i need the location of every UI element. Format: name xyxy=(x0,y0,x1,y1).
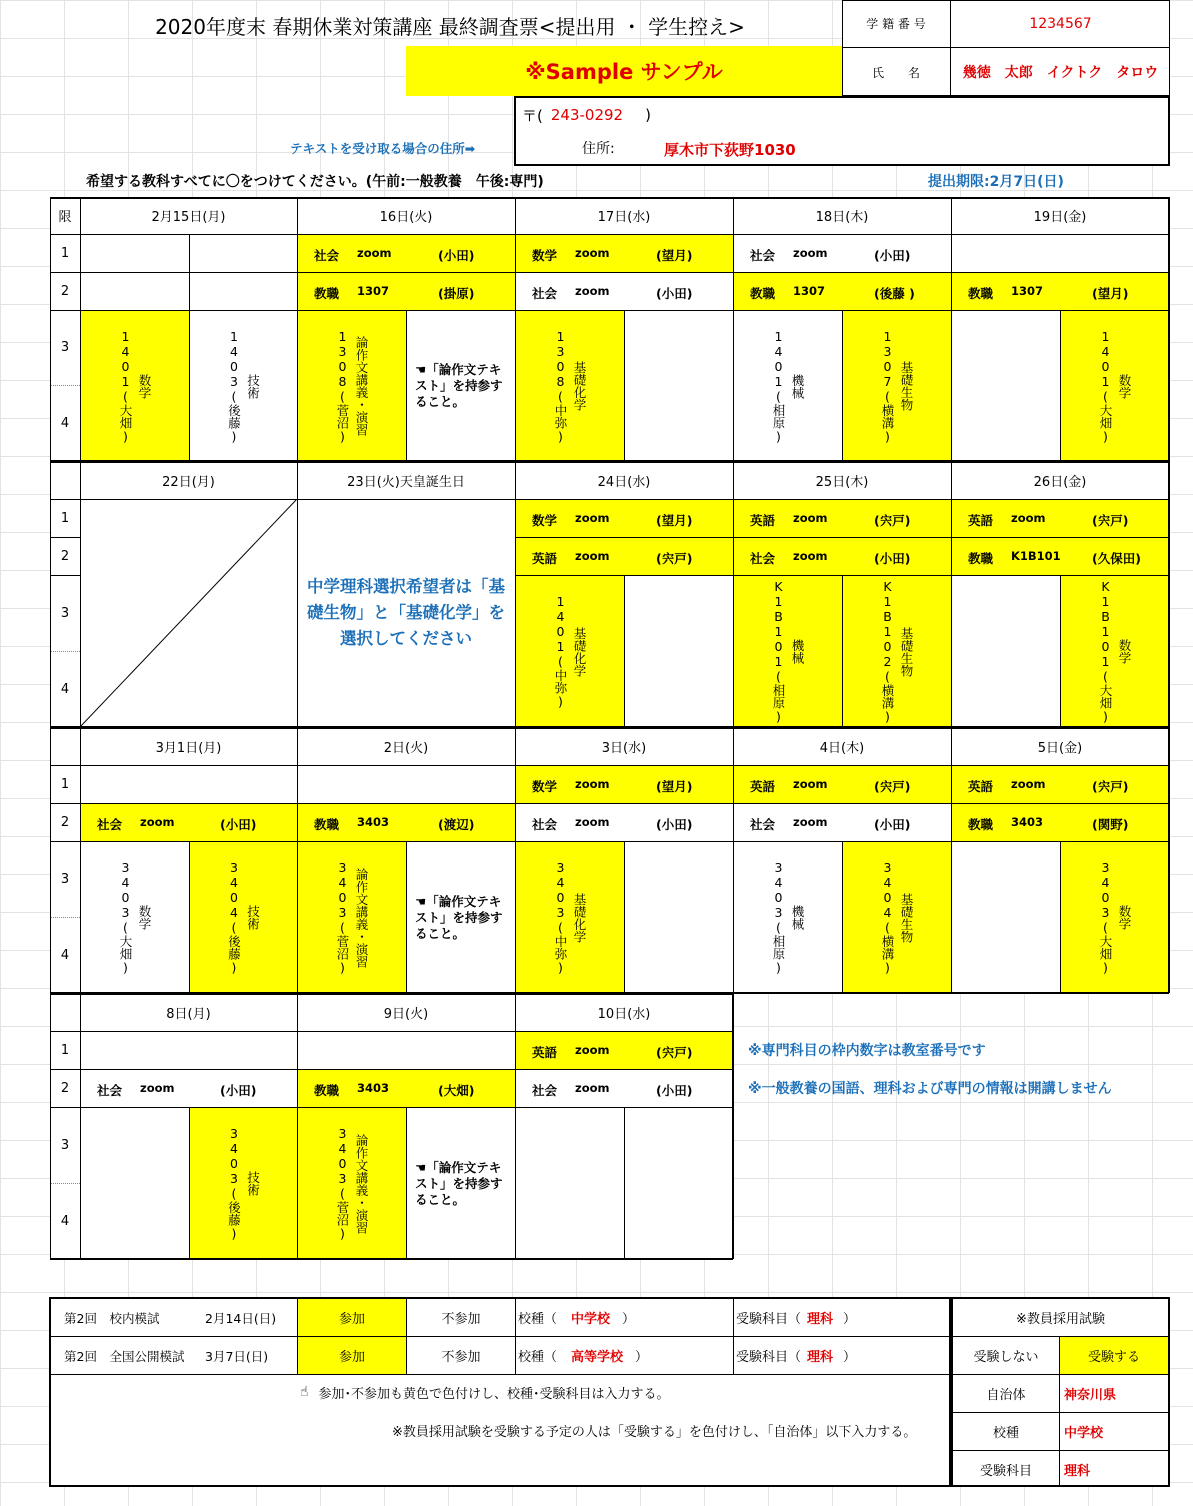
cell-week4-p2-d3[interactable] xyxy=(516,1070,733,1107)
period-header: 限 xyxy=(58,210,72,225)
cell-week3-p2-d4-part2: (小田) xyxy=(874,817,911,832)
teacher-exam-pref-value[interactable]: 神奈川県 xyxy=(1064,1388,1117,1403)
cell-week3-p2-d4-part0: 社会 xyxy=(750,817,776,832)
period-label-2: 2 xyxy=(60,1080,70,1096)
cell-week1-p2-d2-part0: 教職 xyxy=(314,286,340,301)
cell-week4-p1-d3[interactable] xyxy=(516,1032,733,1069)
teacher-exam-school-value[interactable]: 中学校 xyxy=(1064,1426,1104,1441)
cell-week3-p1-d5-part0: 英語 xyxy=(968,779,994,794)
cell-week1-pm-d5b-room: 1401(大畑) xyxy=(1098,328,1113,444)
cell-week1-p2-d5-part0: 教職 xyxy=(968,286,994,301)
mock2-subject-value[interactable]: 理科 xyxy=(807,1350,834,1365)
day-header-week2-1: 22日(月) xyxy=(162,474,215,490)
cell-week2-p1-d3[interactable] xyxy=(516,500,733,537)
day-header-week1-1: 2月15日(月) xyxy=(151,210,226,225)
day-header-week2-3: 24日(水) xyxy=(597,474,651,490)
teacher-exam-school-label: 校種 xyxy=(992,1426,1019,1441)
cell-week4-pm-d1b-subject: 技術 xyxy=(245,1171,261,1196)
cell-week1-pm-d4b-subject: 基礎生物 xyxy=(899,361,914,411)
cell-week3-pm-d2a[interactable] xyxy=(298,842,406,993)
day-header-week4-3: 10日(水) xyxy=(597,1006,651,1022)
cell-week2-pm-d4a-subject: 機械 xyxy=(790,639,805,664)
science-note: 中学理科選択希望者は「基礎生物」と「基礎化学」を選択してください xyxy=(307,577,505,648)
cell-week1-pm-d4a-subject: 機械 xyxy=(790,373,805,399)
deadline-text: 提出期限:2月7日(日) xyxy=(928,174,1064,190)
mock2-subject-close: ） xyxy=(843,1350,857,1365)
day-header-week1-3: 17日(水) xyxy=(597,210,651,225)
period-label-3: 3 xyxy=(60,871,70,887)
cell-week1-p2-d3-part1: zoom xyxy=(575,284,610,298)
day-header-week1-2: 16日(火) xyxy=(379,210,433,225)
cell-week2-pm-d4a-room: K1B101(相原) xyxy=(771,579,786,724)
day-header-week3-3: 3日(水) xyxy=(601,740,647,756)
cell-week3-pm-d4b-room: 3404(横溝) xyxy=(880,860,895,975)
cell-week4-p2-d1-part0: 社会 xyxy=(97,1083,123,1098)
cell-week3-pm-d1a-subject: 数学 xyxy=(137,905,152,930)
cell-week2-p1-d5-part0: 英語 xyxy=(968,513,994,528)
day-header-week4-2: 9日(火) xyxy=(383,1006,429,1022)
cell-week1-p2-d3-part0: 社会 xyxy=(532,286,558,301)
cell-week3-pm-d2b[interactable] xyxy=(407,842,515,993)
cell-week3-pm-d4a-room: 3403(相原) xyxy=(771,860,786,975)
cell-week3-p2-d2-part0: 教職 xyxy=(314,817,340,832)
cell-week4-p1-d3-part0: 英語 xyxy=(532,1045,558,1060)
cell-week2-p1-d5-part2: (宍戸) xyxy=(1092,513,1129,528)
postal-row xyxy=(522,103,822,127)
mock1-school xyxy=(518,1299,732,1336)
mock2-subject-label: 受験科目（ xyxy=(736,1350,802,1365)
mock1-subject-close: ） xyxy=(843,1312,857,1327)
mock1-nojoin[interactable]: 不参加 xyxy=(441,1312,481,1327)
cell-week2-p2-d4-part1: zoom xyxy=(793,549,828,563)
cell-week3-pm-d1b-subject: 技術 xyxy=(245,905,261,930)
cell-week1-p1-d2-part1: zoom xyxy=(357,246,392,260)
cell-week3-p2-d5-part0: 教職 xyxy=(968,817,994,832)
cell-week2-p2-d4-part0: 社会 xyxy=(750,551,776,566)
cell-week1-pm-d2a-subject: 論作文講義・演習 xyxy=(354,336,369,436)
cell-week1-p1-d2-part2: (小田) xyxy=(438,248,475,263)
cell-week3-pm-d2b-text: ☚「論作文テキスト」を持参すること。 xyxy=(415,893,503,941)
cell-week4-p2-d3-part0: 社会 xyxy=(532,1083,558,1098)
cell-week3-p2-d4[interactable] xyxy=(734,804,951,841)
cell-week2-p1-d3-part2: (望月) xyxy=(656,513,693,528)
mock1-subject xyxy=(736,1299,950,1336)
period-label-4: 4 xyxy=(60,947,70,963)
cell-week3-p2-d3[interactable] xyxy=(516,804,733,841)
mock1-date: 2月14日(日) xyxy=(205,1310,277,1326)
cell-week3-p2-d5-part1: 3403 xyxy=(1011,815,1044,829)
holiday-diagonal xyxy=(80,499,297,727)
student-name-label: 氏 名 xyxy=(871,65,920,80)
cell-week1-pm-d4b[interactable] xyxy=(843,311,951,461)
mock1-subject-label: 受験科目（ xyxy=(736,1312,802,1327)
cell-week2-p2-d5-part2: (久保田) xyxy=(1092,551,1141,566)
mock1-school-close: ） xyxy=(622,1312,636,1327)
cell-week1-pm-d1b-subject: 技術 xyxy=(245,373,261,399)
day-header-week3-4: 4日(木) xyxy=(819,740,865,756)
cell-week1-pm-d3a-room: 1308(中弥) xyxy=(553,328,568,444)
cell-week3-p1-d4-part0: 英語 xyxy=(750,779,776,794)
cell-week3-pm-d4a[interactable] xyxy=(734,842,842,993)
page-title: 2020年度末 春期休業対策講座 最終調査票<提出用 ・ 学生控え> xyxy=(155,14,745,39)
cell-week2-p2-d3-part0: 英語 xyxy=(532,551,558,566)
cell-week3-pm-d2a-subject: 論作文講義・演習 xyxy=(354,867,369,968)
cell-week4-p2-d2-part1: 3403 xyxy=(357,1081,390,1095)
cell-week3-pm-d4b-subject: 基礎生物 xyxy=(899,892,914,943)
cell-week4-p2-d1[interactable] xyxy=(81,1070,297,1107)
cell-week2-pm-d4a[interactable] xyxy=(734,576,842,727)
cell-week2-p2-d4-part2: (小田) xyxy=(874,551,911,566)
teacher-exam-pref-label: 自治体 xyxy=(986,1388,1026,1403)
day-header-week3-5: 5日(金) xyxy=(1037,740,1083,756)
mock2-join[interactable]: 参加 xyxy=(338,1350,365,1365)
day-header-week1-4: 18日(木) xyxy=(815,210,869,225)
mock2-name: 第2回 全国公開模試 xyxy=(64,1348,185,1364)
cell-week1-pm-d2b[interactable] xyxy=(407,311,515,461)
cell-week3-pm-d2a-room: 3403(菅沼) xyxy=(335,860,350,975)
address-value[interactable]: 厚木市下荻野1030 xyxy=(664,140,796,159)
mock1-join[interactable]: 参加 xyxy=(338,1312,365,1327)
cell-week1-pm-d4a-room: 1401(相原) xyxy=(771,328,786,444)
cell-week3-pm-d3a-room: 3403(中弥) xyxy=(553,860,568,975)
cell-week2-p2-d3-part1: zoom xyxy=(575,549,610,563)
cell-week1-p1-d4-part1: zoom xyxy=(793,246,828,260)
teacher-exam-subject-label: 受験科目 xyxy=(979,1463,1032,1479)
cell-week1-p2-d5-part2: (望月) xyxy=(1092,286,1129,301)
period-label-4: 4 xyxy=(60,681,70,697)
cell-week2-p1-d5-part1: zoom xyxy=(1011,511,1046,525)
cell-week3-p1-d3-part1: zoom xyxy=(575,777,610,791)
cell-week4-pm-d1b-room: 3403(後藤) xyxy=(226,1126,242,1241)
cell-week3-pm-d1b-room: 3404(後藤) xyxy=(226,860,242,975)
cell-week2-p1-d4-part2: (宍戸) xyxy=(874,513,911,528)
mock2-school xyxy=(518,1337,732,1374)
cell-week1-p1-d3[interactable] xyxy=(516,235,733,272)
mock-note-2: ※教員採用試験を受験する予定の人は「受験する」を色付けし、「自治体」以下入力する。 xyxy=(392,1424,917,1440)
period-label-2: 2 xyxy=(60,814,70,830)
cell-week1-p2-d5-part1: 1307 xyxy=(1011,284,1044,298)
period-label-3: 3 xyxy=(60,605,70,621)
cell-week1-p1-d3-part1: zoom xyxy=(575,246,610,260)
cell-week2-pm-d5b-room: K1B101(大畑) xyxy=(1098,579,1113,724)
cell-week2-p2-d5-part1: K1B101 xyxy=(1011,549,1061,563)
teacher-exam-no[interactable]: 受験しない xyxy=(973,1350,1039,1365)
cell-week2-pm-d3a-subject: 基礎化学 xyxy=(572,626,587,677)
cell-week3-p2-d4-part1: zoom xyxy=(793,815,828,829)
cell-week1-p1-d4-part0: 社会 xyxy=(750,248,776,263)
cell-week4-pm-d1b[interactable] xyxy=(190,1108,297,1259)
postal-code[interactable]: 243-0292 xyxy=(550,106,624,124)
cell-week1-pm-d1b[interactable] xyxy=(190,311,297,461)
mock2-nojoin[interactable]: 不参加 xyxy=(441,1350,481,1365)
address-label: 住所: xyxy=(582,141,615,157)
day-header-week2-5: 26日(金) xyxy=(1033,474,1087,490)
period-label-2: 2 xyxy=(60,283,70,299)
cell-week2-p2-d5[interactable] xyxy=(952,538,1169,575)
cell-week1-p2-d3-part2: (小田) xyxy=(656,286,693,301)
cell-week3-p2-d1-part0: 社会 xyxy=(97,817,123,832)
note-not-offered: ※一般教養の国語、理科および専門の情報は開講しません xyxy=(748,1081,1112,1097)
cell-week3-pm-d3a-subject: 基礎化学 xyxy=(572,892,587,943)
cell-week3-pm-d4a-subject: 機械 xyxy=(790,905,805,930)
period-label-1: 1 xyxy=(60,245,70,261)
cell-week3-pm-d5b-room: 3403(大畑) xyxy=(1098,860,1113,975)
cell-week4-p2-d2-part0: 教職 xyxy=(314,1083,340,1098)
cell-week1-p1-d2[interactable] xyxy=(298,235,515,272)
student-id-value[interactable]: 1234567 xyxy=(1029,15,1092,32)
day-header-week3-1: 3月1日(月) xyxy=(155,740,222,756)
cell-week4-pm-d2a[interactable] xyxy=(298,1108,406,1259)
cell-week1-pm-d2a-room: 1308(菅沼) xyxy=(335,328,350,444)
cell-week3-p1-d5-part2: (宍戸) xyxy=(1092,779,1129,794)
cell-week3-p2-d3-part1: zoom xyxy=(575,815,610,829)
cell-week1-p2-d2-part1: 1307 xyxy=(357,284,390,298)
cell-week1-p2-d2-part2: (掛原) xyxy=(438,286,475,301)
mock-note-1 xyxy=(300,1380,900,1404)
cell-week2-pm-d4b-subject: 基礎生物 xyxy=(899,626,914,677)
cell-week1-pm-d3a[interactable] xyxy=(516,311,624,461)
cell-week2-p2-d3[interactable] xyxy=(516,538,733,575)
cell-week2-p1-d3-part1: zoom xyxy=(575,511,610,525)
cell-week3-p1-d3[interactable] xyxy=(516,766,733,803)
cell-week3-p2-d1-part2: (小田) xyxy=(220,817,257,832)
cell-week4-p2-d3-part2: (小田) xyxy=(656,1083,693,1098)
cell-week3-p2-d1[interactable] xyxy=(81,804,297,841)
cell-week1-p2-d2[interactable] xyxy=(298,273,515,310)
mock2-school-label: 校種（ xyxy=(518,1350,558,1365)
cell-week2-p1-d4[interactable] xyxy=(734,500,951,537)
mock1-name: 第2回 校内模試 xyxy=(64,1310,160,1326)
cell-week2-pm-d3a-room: 1401(中弥) xyxy=(553,594,568,709)
cell-week1-p1-d3-part0: 数学 xyxy=(532,248,558,263)
cell-week3-p2-d3-part0: 社会 xyxy=(532,817,558,832)
day-header-week2-4: 25日(木) xyxy=(815,474,869,490)
cell-week1-p1-d2-part0: 社会 xyxy=(314,248,340,263)
mock2-school-value[interactable]: 高等学校 xyxy=(571,1350,624,1365)
cell-week4-p2-d2[interactable] xyxy=(298,1070,515,1107)
cell-week1-p2-d4-part1: 1307 xyxy=(793,284,826,298)
mock2-date: 3月7日(日) xyxy=(205,1348,269,1364)
cell-week1-pm-d1a-subject: 数学 xyxy=(137,373,152,399)
day-header-week3-2: 2日(火) xyxy=(383,740,429,756)
cell-week1-p2-d4[interactable] xyxy=(734,273,951,310)
sample-banner: ※Sample サンプル xyxy=(406,46,842,96)
cell-week1-pm-d5b-subject: 数学 xyxy=(1117,373,1132,399)
cell-week3-pm-d5b-subject: 数学 xyxy=(1117,905,1132,930)
instruction-text: 希望する教科すべてに〇をつけてください。(午前:一般教養 午後:専門) xyxy=(86,174,544,190)
cell-week3-p2-d2-part2: (渡辺) xyxy=(438,817,475,832)
cell-week2-pm-d5b[interactable] xyxy=(1061,576,1169,727)
cell-week3-p2-d3-part2: (小田) xyxy=(656,817,693,832)
cell-week2-pm-d4b-room: K1B102(横溝) xyxy=(880,579,895,724)
period-label-4: 4 xyxy=(60,415,70,431)
cell-week1-pm-d1a[interactable] xyxy=(81,311,189,461)
cell-week1-p1-d4-part2: (小田) xyxy=(874,248,911,263)
cell-week3-p2-d2-part1: 3403 xyxy=(357,815,390,829)
mock1-school-value[interactable]: 中学校 xyxy=(571,1312,611,1327)
mock2-school-close: ） xyxy=(635,1350,649,1365)
cell-week2-pm-d4b[interactable] xyxy=(843,576,951,727)
mock-note-1-text: 参加･不参加も黄色で色付けし、校種･受験科目は入力する。 xyxy=(318,1386,670,1402)
cell-week2-p1-d5[interactable] xyxy=(952,500,1169,537)
cell-week2-p2-d4[interactable] xyxy=(734,538,951,575)
day-header-week1-5: 19日(金) xyxy=(1033,210,1087,225)
cell-week4-p2-d1-part1: zoom xyxy=(140,1081,175,1095)
cell-week1-pm-d1a-room: 1401(大畑) xyxy=(118,328,133,444)
address-hint: テキストを受け取る場合の住所➡ xyxy=(290,141,476,156)
cell-week4-pm-d2a-room: 3403(菅沼) xyxy=(335,1126,350,1241)
cell-week3-pm-d1b[interactable] xyxy=(190,842,297,993)
cell-week2-pm-d3a[interactable] xyxy=(516,576,624,727)
note-room-numbers: ※専門科目の枠内数字は教室番号です xyxy=(748,1043,986,1059)
cell-week1-p2-d5[interactable] xyxy=(952,273,1169,310)
cell-week3-pm-d1a-room: 3403(大畑) xyxy=(118,860,133,975)
teacher-exam-subject-value[interactable]: 理科 xyxy=(1064,1463,1091,1479)
mock2-subject xyxy=(736,1337,950,1374)
cell-week3-p2-d5[interactable] xyxy=(952,804,1169,841)
cell-week3-p2-d5-part2: (関野) xyxy=(1092,817,1129,832)
cell-week2-p2-d3-part2: (宍戸) xyxy=(656,551,693,566)
cell-week2-p2-d5-part0: 教職 xyxy=(968,551,994,566)
cell-week3-p1-d4-part2: (宍戸) xyxy=(874,779,911,794)
cell-week3-p1-d5[interactable] xyxy=(952,766,1169,803)
cell-week2-p1-d3-part0: 数学 xyxy=(532,513,558,528)
cell-week3-pm-d1a[interactable] xyxy=(81,842,189,993)
cell-week3-pm-d5b[interactable] xyxy=(1061,842,1169,993)
cell-week1-p2-d4-part0: 教職 xyxy=(750,286,776,301)
student-name-value[interactable]: 幾徳 太郎 イクトク タロウ xyxy=(962,65,1159,81)
pointer-icon: ☝ xyxy=(300,1384,309,1400)
cell-week3-p1-d3-part0: 数学 xyxy=(532,779,558,794)
cell-week3-p1-d3-part2: (望月) xyxy=(656,779,693,794)
cell-week3-p2-d2[interactable] xyxy=(298,804,515,841)
period-label-3: 3 xyxy=(60,1137,70,1153)
period-label-1: 1 xyxy=(60,1042,70,1058)
cell-week4-pm-d2b[interactable] xyxy=(407,1108,515,1259)
student-id-label: 学 籍 番 号 xyxy=(866,17,926,31)
cell-week4-pm-d2b-text: ☚「論作文テキスト」を持参すること。 xyxy=(415,1159,503,1207)
cell-week4-p1-d3-part1: zoom xyxy=(575,1043,610,1057)
mock1-subject-value[interactable]: 理科 xyxy=(807,1312,834,1327)
postal-prefix: 〒( xyxy=(522,106,543,125)
teacher-exam-title: ※教員採用試験 xyxy=(1016,1312,1105,1327)
period-label-3: 3 xyxy=(60,340,70,355)
cell-week4-p1-d3-part2: (宍戸) xyxy=(656,1045,693,1060)
day-header-week2-2: 23日(火)天皇誕生日 xyxy=(347,474,465,490)
cell-week4-p2-d1-part2: (小田) xyxy=(220,1083,257,1098)
postal-suffix: ) xyxy=(645,106,651,124)
period-label-4: 4 xyxy=(60,1213,70,1229)
cell-week1-pm-d5b[interactable] xyxy=(1061,311,1169,461)
cell-week3-p1-d4-part1: zoom xyxy=(793,777,828,791)
cell-week4-pm-d2a-subject: 論作文講義・演習 xyxy=(354,1133,369,1234)
cell-week4-p2-d3-part1: zoom xyxy=(575,1081,610,1095)
cell-week3-p2-d1-part1: zoom xyxy=(140,815,175,829)
cell-week1-p1-d4[interactable] xyxy=(734,235,951,272)
cell-week1-p2-d3[interactable] xyxy=(516,273,733,310)
cell-week3-pm-d3a[interactable] xyxy=(516,842,624,993)
period-label-2: 2 xyxy=(60,548,70,564)
cell-week1-pm-d4a[interactable] xyxy=(734,311,842,461)
day-header-week4-1: 8日(月) xyxy=(166,1006,211,1022)
cell-week2-p1-d4-part1: zoom xyxy=(793,511,828,525)
cell-week4-p2-d2-part2: (大畑) xyxy=(438,1083,475,1098)
cell-week3-p1-d4[interactable] xyxy=(734,766,951,803)
cell-week2-pm-d5b-subject: 数学 xyxy=(1117,639,1132,664)
cell-week3-pm-d4b[interactable] xyxy=(843,842,951,993)
period-label-1: 1 xyxy=(60,510,70,526)
period-label-1: 1 xyxy=(60,776,70,792)
mock1-school-label: 校種（ xyxy=(518,1312,558,1327)
cell-week2-p1-d4-part0: 英語 xyxy=(750,513,776,528)
teacher-exam-yes[interactable]: 受験する xyxy=(1087,1350,1140,1365)
cell-week1-pm-d1b-room: 1403(後藤) xyxy=(226,328,242,444)
cell-week3-p1-d5-part1: zoom xyxy=(1011,777,1046,791)
cell-week1-p2-d4-part2: (後藤 ) xyxy=(874,286,915,301)
cell-week1-pm-d2a[interactable] xyxy=(298,311,406,461)
cell-week1-p1-d3-part2: (望月) xyxy=(656,248,693,263)
cell-week1-pm-d3a-subject: 基礎化学 xyxy=(572,361,587,411)
cell-week1-pm-d2b-text: ☚「論作文テキスト」を持参すること。 xyxy=(415,362,503,409)
cell-week1-pm-d4b-room: 1307(横溝) xyxy=(880,328,895,444)
